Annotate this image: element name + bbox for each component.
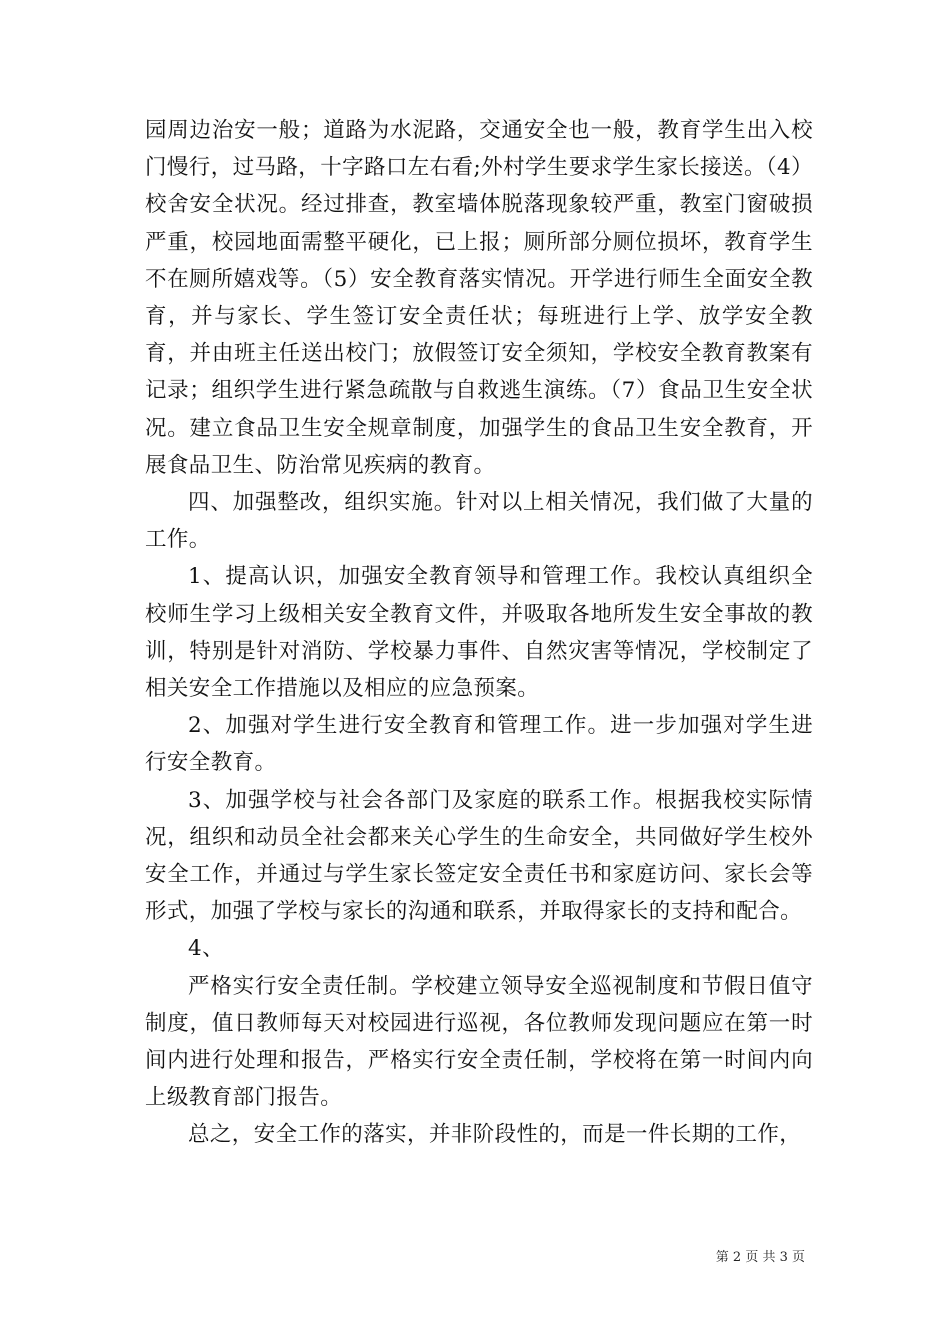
paragraph-3: 1、提高认识，加强安全教育领导和管理工作。我校认真组织全校师生学习上级相关安全教育文件，并吸取各地所发生安全事故的教训，特别是针对消防、学校暴力事件、自然灾害等情况，学校制定了相关安全工作措施以及相应的应急预案。 (145, 564, 813, 702)
paragraph-6: 4、 (188, 936, 224, 962)
paragraph-4: 2、加强对学生进行安全教育和管理工作。进一步加强对学生进行安全教育。 (145, 713, 813, 776)
document-body (145, 112, 813, 1154)
page-number-footer: 第 2 页 共 3 页 (715, 1250, 805, 1265)
paragraph-8: 总之，安全工作的落实，并非阶段性的，而是一件长期的工作， (188, 1122, 802, 1148)
paragraph-2: 四、加强整改，组织实施。针对以上相关情况，我们做了大量的工作。 (145, 490, 813, 553)
paragraph-1: 园周边治安一般；道路为水泥路，交通安全也一般，教育学生出入校门慢行，过马路，十字路口左右看;外村学生要求学生家长接送。（4）校舍安全状况。经过排查，教室墙体脱落现象较严重，教室门窗破损严重，校园地面需整平硬化，已上报；厕所部分厕位损坏，教育学生不在厕所嬉戏等。（5）安全教育落实情况。开学进行师生全面安全教育，并与家长、学生签订安全责任状；每班进行上学、放学安全教育，并由班主任送出校门；放假签订安全须知，学校安全教育教案有记录；组织学生进行紧急疏散与自救逃生演练。（7）食品卫生安全状况。建立食品卫生安全规章制度，加强学生的食品卫生安全教育，开展食品卫生、防治常见疾病的教育。 (145, 118, 813, 478)
paragraph-7: 严格实行安全责任制。学校建立领导安全巡视制度和节假日值守制度，值日教师每天对校园进行巡视，各位教师发现问题应在第一时间内进行处理和报告，严格实行安全责任制，学校将在第一时间内向上级教育部门报告。 (145, 973, 813, 1111)
paragraph-5: 3、加强学校与社会各部门及家庭的联系工作。根据我校实际情况，组织和动员全社会都来关心学生的生命安全，共同做好学生校外安全工作，并通过与学生家长签定安全责任书和家庭访问、家长会等形式，加强了学校与家长的沟通和联系，并取得家长的支持和配合。 (145, 787, 813, 925)
